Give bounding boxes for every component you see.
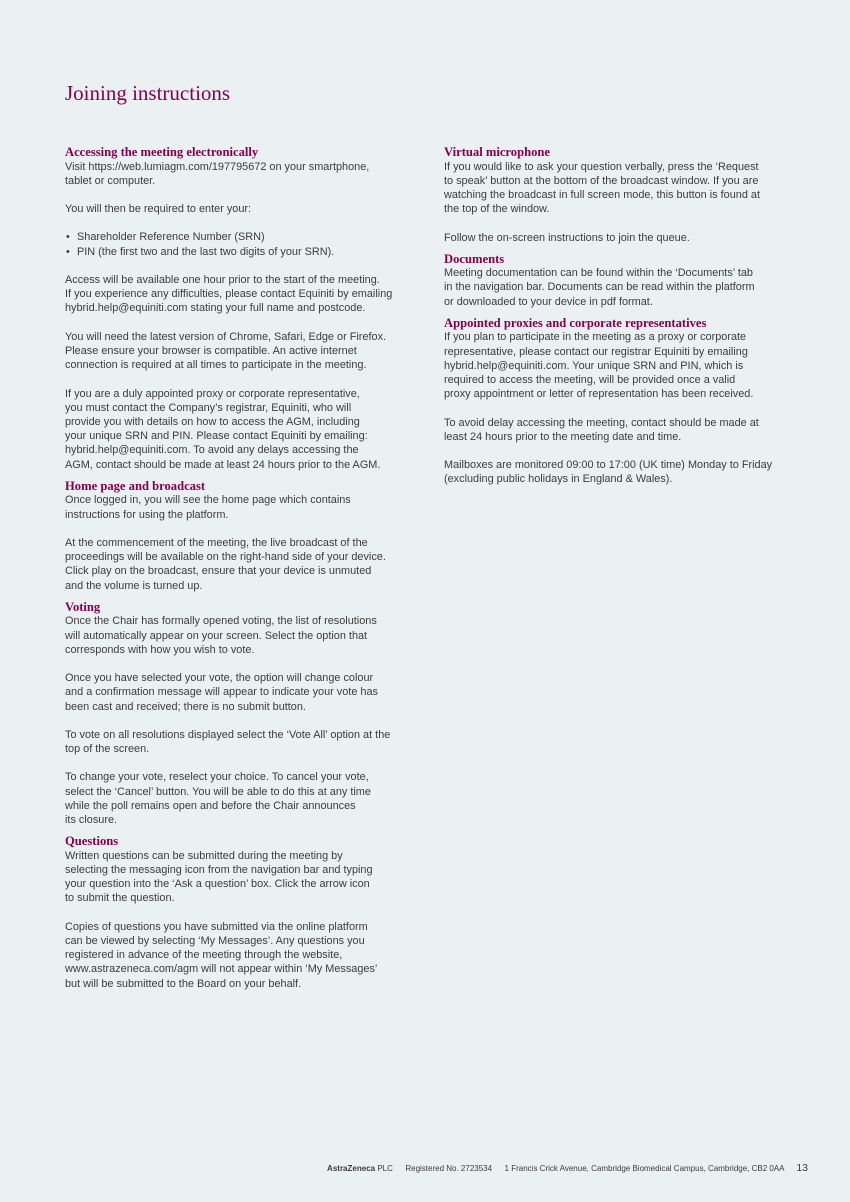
section-heading: Virtual microphone xyxy=(444,145,550,159)
paragraph: Meeting documentation can be found within the ‘Documents’ tab in the navigation bar. Documents can be read within the platform or downloaded to your device in pdf format. xyxy=(444,267,755,308)
section-heading: Appointed proxies and corporate representatives xyxy=(444,315,707,330)
paragraph: To vote on all resolutions displayed select the ‘Vote All’ option at the top of the screen. xyxy=(65,728,391,756)
section-heading: Voting xyxy=(65,599,101,614)
paragraph: Once the Chair has formally opened voting, the list of resolutions will automatically appear on your screen. Select the option that corresponds with how you wish to vote. xyxy=(65,615,377,656)
section-virtual-microphone xyxy=(444,145,812,245)
section-accessing-meeting xyxy=(65,145,433,472)
paragraph: Once you have selected your vote, the option will change colour and a confirmation message will appear to indicate your vote has been cast and received; there is no submit button. xyxy=(65,672,378,713)
page-footer xyxy=(327,1162,808,1175)
section-heading: Questions xyxy=(65,834,119,849)
paragraph: You will then be required to enter your: xyxy=(65,203,252,216)
paragraph: You will need the latest version of Chrome, Safari, Edge or Firefox. Please ensure your browser is compatible. An active internet connection is required at all times to participate in the meeting. xyxy=(65,330,387,372)
paragraph: To change your vote, reselect your choice. To cancel your vote, select the ‘Cancel’ button. You will be able to do this at any time while the poll remains open and before the Chair announces its closure. xyxy=(65,771,371,827)
paragraph: If you would like to ask your question verbally, press the ‘Request to speak’ button at the bottom of the broadcast window. If you are watching the broadcast in full screen mode, this button is found at the top of the window. xyxy=(444,160,761,216)
paragraph: Written questions can be submitted during the meeting by selecting the messaging icon from the navigation bar and typing your question into the ‘Ask a question’ box. Click the arrow icon to submit the question. xyxy=(65,849,373,905)
footer-registered-number: Registered No. 2723534 xyxy=(405,1164,493,1173)
paragraph: If you are a duly appointed proxy or corporate representative, you must contact the Company’s registrar, Equiniti, who will provide you with details on how to access the AGM, including your unique SRN and PIN. Please contact Equiniti by emailing: hybrid.help@equiniti.com. To avoid any delays accessing the AGM, contact should be made at least 24 hours prior to the AGM. xyxy=(65,387,381,471)
footer-address: 1 Francis Crick Avenue, Cambridge Biomedical Campus, Cambridge, CB2 0AA xyxy=(504,1164,785,1173)
section-heading: Documents xyxy=(444,251,505,266)
right-column xyxy=(444,145,812,494)
section-voting xyxy=(65,600,433,828)
paragraph: Access will be available one hour prior to the start of the meeting. If you experience any difficulties, please contact Equiniti by emailing hybrid.help@equiniti.com stating your full name and postcode. xyxy=(65,274,393,315)
left-column xyxy=(65,145,433,998)
paragraph: Follow the on-screen instructions to join the queue. xyxy=(444,231,690,244)
section-heading: Accessing the meeting electronically xyxy=(65,145,259,159)
paragraph: Copies of questions you have submitted via the online platform can be viewed by selecting ‘My Messages’. Any questions you registered in advance of the meeting through the website, www.astrazeneca.com/agm will not appear within ‘My Messages’ but will be submitted to the Board on your behalf. xyxy=(65,920,378,990)
section-questions xyxy=(65,834,433,991)
paragraph: To avoid delay accessing the meeting, contact should be made at least 24 hours prior to the meeting date and time. xyxy=(444,416,759,443)
paragraph: Once logged in, you will see the home page which contains instructions for using the platform. xyxy=(65,494,351,521)
page-title: Joining instructions xyxy=(65,81,231,105)
section-heading: Home page and broadcast xyxy=(65,478,206,493)
paragraph: At the commencement of the meeting, the live broadcast of the proceedings will be available on the right-hand side of your device. Click play on the broadcast, ensure that your device is unmuted and the volume is turned up. xyxy=(65,536,386,592)
paragraph: Mailboxes are monitored 09:00 to 17:00 (UK time) Monday to Friday (excluding public holidays in England & Wales). xyxy=(444,459,773,486)
list-item: • Shareholder Reference Number (SRN) xyxy=(65,230,433,244)
section-appointed-proxies xyxy=(444,316,812,487)
section-documents xyxy=(444,252,812,309)
list-item: • PIN (the first two and the last two digits of your SRN). xyxy=(65,245,433,259)
page-number: 13 xyxy=(796,1162,808,1174)
section-home-page-broadcast xyxy=(65,479,433,593)
footer-brand: AstraZeneca xyxy=(327,1164,376,1173)
credentials-list xyxy=(65,230,433,258)
footer-company-suffix: PLC xyxy=(377,1164,393,1173)
paragraph: If you plan to participate in the meeting as a proxy or corporate representative, please contact our registrar Equiniti by emailing hybrid.help@equiniti.com. Your unique SRN and PIN, which is required to access the meeting, will be provided once a valid proxy appointment or letter of representation has been received. xyxy=(444,331,754,401)
paragraph: Visit https://web.lumiagm.com/197795672 on your smartphone, tablet or computer. xyxy=(65,160,370,187)
